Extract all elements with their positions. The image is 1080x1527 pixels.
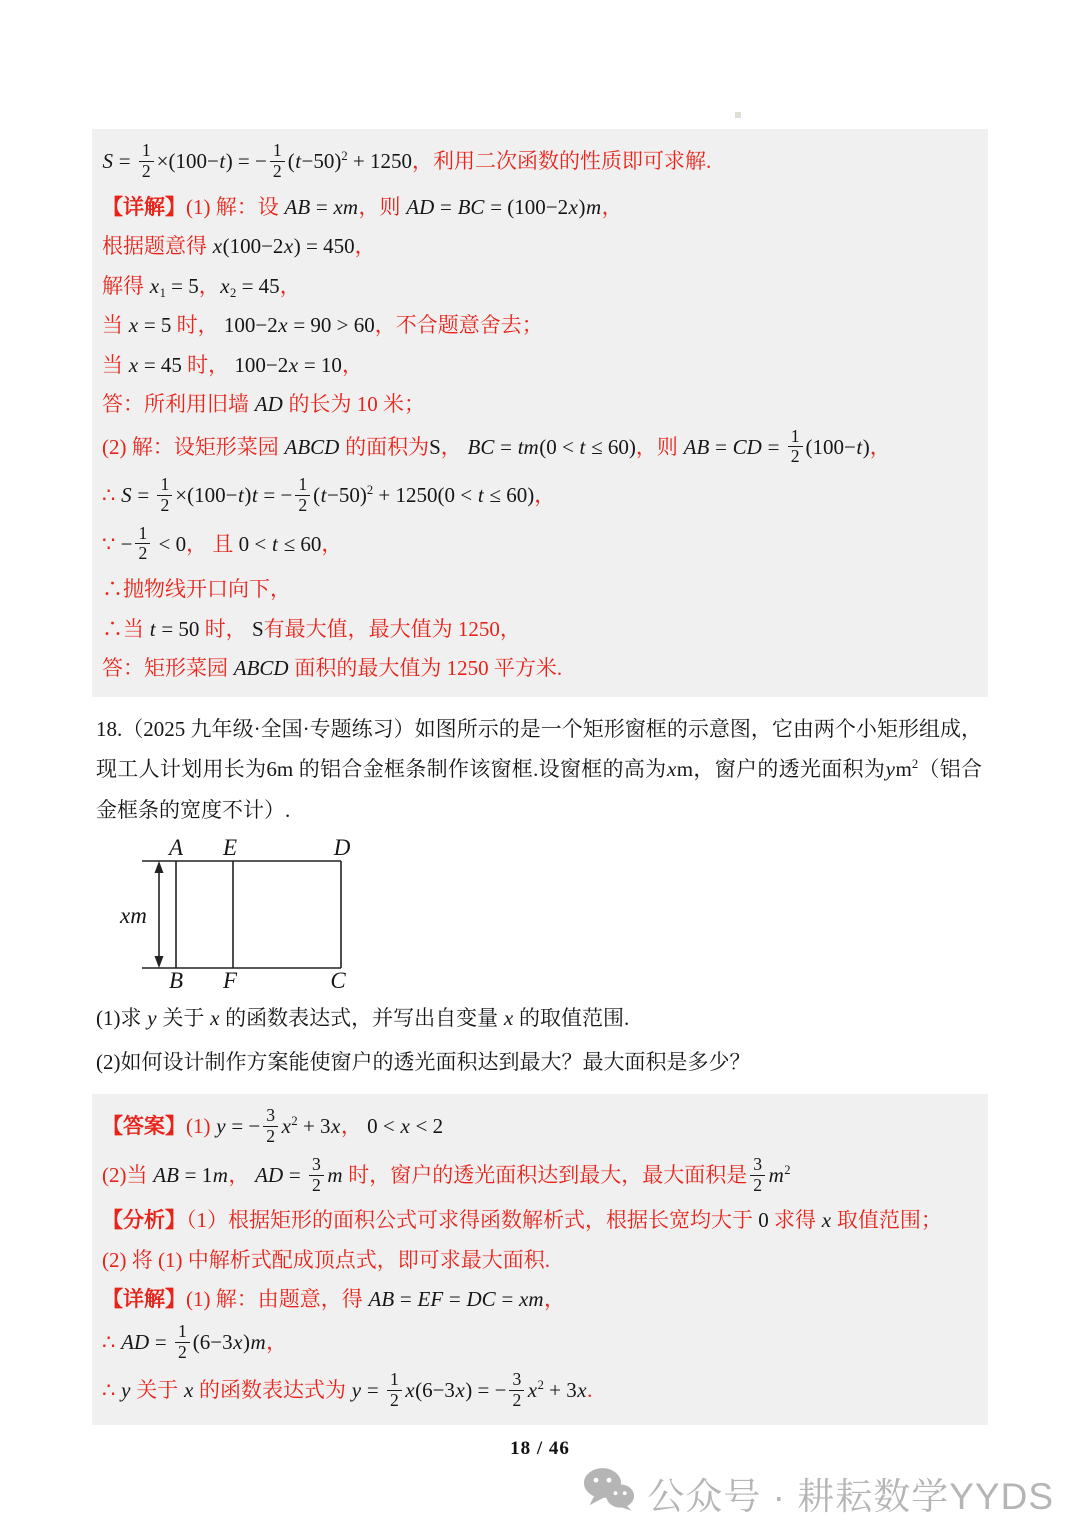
q18-part1-question: (1)求 y 关于 x 的函数表达式，并写出自变量 x 的取值范围. <box>96 1006 630 1031</box>
solution-18-block <box>92 1094 988 1425</box>
page-footer <box>92 1435 988 1460</box>
q17-part2-coefficient: ∵ − $\frac{1}{2}$ < 0， 且 0 < t ≤ 60， <box>102 522 343 564</box>
q17-equation: 根据题意得 x(100−2x) = 450， <box>102 234 376 258</box>
vertex-label-D: D <box>333 839 351 861</box>
q17-answer-part1: 答：所利用旧墙 AD 的长为 10 米； <box>102 392 425 416</box>
watermark-text: 公众号 · 耕耘数学YYDS <box>647 1476 1054 1517</box>
q18-analysis-1: 【分析】（1）根据矩形的面积公式可求得函数解析式，根据长宽均大于 0 求得 x 取值范围； <box>102 1208 942 1233</box>
window-frame-figure <box>110 839 982 991</box>
vertex-label-B: B <box>168 968 184 992</box>
q18-analysis-2: (2) 将 (1) 中解析式配成顶点式，即可求最大面积. <box>102 1247 550 1272</box>
q18-detail-head: 【详解】(1) 解：由题意，得 AB = EF = DC = xm， <box>102 1287 566 1312</box>
q17-part2-function: ∴ S = $\frac{1}{2}$ ×(100−t)t = − $\frac{1}{2}$ $(t-50)^2 + 1250(0 < t \le 60)$， <box>102 474 556 515</box>
q17-formula-summary: S = $\frac{1}{2}$ ×(100−t) = − $\frac{1}{2}$ $(t-50)^2 + 1250$，利用二次函数的性质即可求解. <box>102 140 712 181</box>
q18-answer-line: 【答案】(1) y = − $\frac{3}{2}$ $x^2 + 3x$， 0 < x < 2 <box>102 1105 444 1147</box>
rectangle-lines <box>142 861 341 968</box>
page-artifact-dot <box>735 112 741 118</box>
q17-detail-head: 【详解】(1) 解：设 AB = xm，则 AD = BC = (100−2x)m， <box>102 194 623 219</box>
height-label-xm: xm <box>120 903 147 929</box>
q17-roots: 解得 $x_1 = 5$，$x_2 = 45$， <box>102 273 301 300</box>
q18-step-ad: ∴ AD = $\frac{1}{2}$ (6−3x)m， <box>102 1320 288 1362</box>
window-frame-diagram <box>110 839 372 991</box>
q18-part2-question: (2)如何设计制作方案能使窗户的透光面积达到最大？最大面积是多少？ <box>96 1049 751 1074</box>
solution-17-block <box>92 129 988 697</box>
q17-case-x45: 当 x = 45 时， 100−2x = 10， <box>102 352 363 377</box>
q18-answer-part2: (2)当 AB = 1m， AD = $\frac{3}{2}$ m 时，窗户的透光面积达到最大，最大面积是 $\frac{3}{2}$ $m^2$ <box>102 1153 791 1195</box>
vertex-label-F: F <box>222 968 238 992</box>
vertex-label-E: E <box>222 839 238 861</box>
q17-case-x5: 当 x = 5 时， 100−2x = 90 > 60，不合题意舍去； <box>102 313 543 337</box>
q17-max-at-t50: ∴当 t = 50 时， S有最大值，最大值为 1250， <box>102 616 521 641</box>
vertex-label-A: A <box>168 839 184 861</box>
wechat-icon <box>583 1467 635 1520</box>
wechat-watermark <box>583 1466 1054 1520</box>
q18-step-function: ∴ y 关于 x 的函数表达式为 y = $\frac{1}{2}$ x(6−3x) = − $\frac{3}{2}$ $x^2 + 3x$. <box>102 1369 593 1411</box>
vertex-label-C: C <box>330 968 346 992</box>
question-18-block <box>92 697 988 1095</box>
q17-parabola-down: ∴抛物线开口向下， <box>102 577 291 601</box>
q17-answer-part2: 答：矩形菜园 ABCD 面积的最大值为 1250 平方米. <box>102 656 563 680</box>
q17-part2-setup: (2) 解：设矩形菜园 ABCD 的面积为S， BC = tm(0 < t ≤ 60)，则 AB = CD = $\frac{1}{2}$ (100−t)， <box>102 425 891 467</box>
page-number: 18 / 46 <box>510 1437 570 1459</box>
q18-problem-statement: 18.（2025 九年级·全国·专题练习）如图所示的是一个矩形窗框的示意图，它由两个小矩形组成，现工人计划用长为6m 的铝合金框条制作该窗框.设窗框的高为xm，窗户的透光面积为$ym^2$（铝合金框条的宽度不计）. <box>96 716 983 823</box>
